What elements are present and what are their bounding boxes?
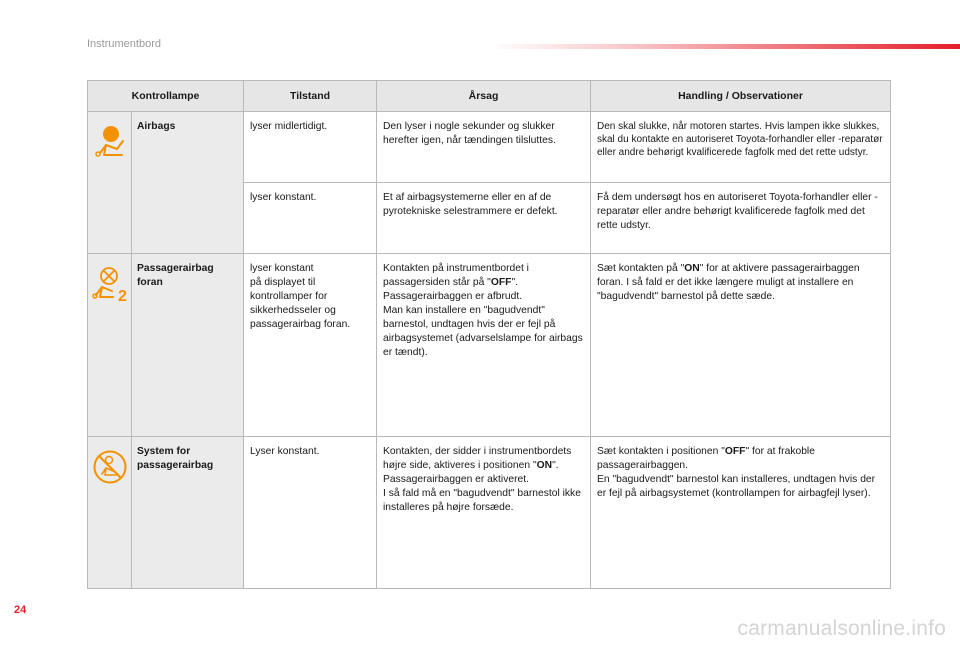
- svg-text:2: 2: [117, 288, 127, 302]
- header-accent-bar: [490, 44, 960, 49]
- lamp-name: Airbags: [132, 112, 244, 254]
- page-header-title: Instrumentbord: [87, 38, 161, 50]
- table-row: [88, 254, 891, 437]
- action-cell: Sæt kontakten på "ON" for at aktivere passagerairbaggen foran. I så fald er det ikke længere muligt at installere en "bagudvendt" barnestol på dette sæde.: [591, 254, 891, 437]
- icon-cell: [88, 437, 132, 589]
- state-cell: Lyser konstant.: [244, 437, 377, 589]
- watermark: carmanualsonline.info: [737, 617, 946, 640]
- action-cell: Den skal slukke, når motoren startes. Hvis lampen ikke slukkes, skal du kontakte en autoriseret Toyota-forhandler eller -reparatør eller andre behørigt kvalificerede fagfolk med det rette udstyr.: [591, 112, 891, 183]
- action-cell: Sæt kontakten i positionen "OFF" for at frakoble passagerairbaggen. En "bagudvendt" barnestol kan installeres, undtagen hvis der er fejl på airbagsystemet (kontrollampen for airbagfejl lyser).: [591, 437, 891, 589]
- passenger-airbag-system-icon: [92, 449, 128, 485]
- lamp-name: System for passagerairbag: [132, 437, 244, 589]
- cause-cell: Kontakten, der sidder i instrumentbordets højre side, aktiveres i positionen "ON". Passagerairbaggen er aktiveret. I så fald må en "bagudvendt" barnestol ikke installeres på højre forsæde.: [377, 437, 591, 589]
- icon-cell: [88, 112, 132, 254]
- table-row: [88, 437, 891, 589]
- table-row: [88, 112, 891, 183]
- passenger-airbag-off-icon: [91, 266, 129, 302]
- action-cell: Få dem undersøgt hos en autoriseret Toyota-forhandler eller -reparatør eller andre behørigt kvalificerede fagfolk med det rette udstyr.: [591, 183, 891, 254]
- state-cell: lyser konstant.: [244, 183, 377, 254]
- state-cell: lyser midlertidigt.: [244, 112, 377, 183]
- warning-lights-table: [87, 80, 891, 589]
- lamp-name: Passagerairbag foran: [132, 254, 244, 437]
- table-header-row: [88, 81, 891, 112]
- icon-cell: [88, 254, 132, 437]
- column-header-aarsag: Årsag: [377, 81, 591, 112]
- page-number: 24: [14, 604, 27, 616]
- cause-cell: Kontakten på instrumentbordet i passagersiden står på "OFF". Passagerairbaggen er afbrudt. Man kan installere en "bagudvendt" barnestol, undtagen hvis der er fejl på airbagsystemet (advarselslampe for airbags er tændt).: [377, 254, 591, 437]
- column-header-tilstand: Tilstand: [244, 81, 377, 112]
- state-cell: lyser konstant på displayet til kontrollamper for sikkerhedsseler og passagerairbag foran.: [244, 254, 377, 437]
- cause-cell: Et af airbagsystemerne eller en af de pyrotekniske selestrammere er defekt.: [377, 183, 591, 254]
- column-header-kontrollampe: Kontrollampe: [88, 81, 244, 112]
- column-header-handling: Handling / Observationer: [591, 81, 891, 112]
- cause-cell: Den lyser i nogle sekunder og slukker herefter igen, når tændingen tilsluttes.: [377, 112, 591, 183]
- airbag-warning-icon: [92, 124, 128, 160]
